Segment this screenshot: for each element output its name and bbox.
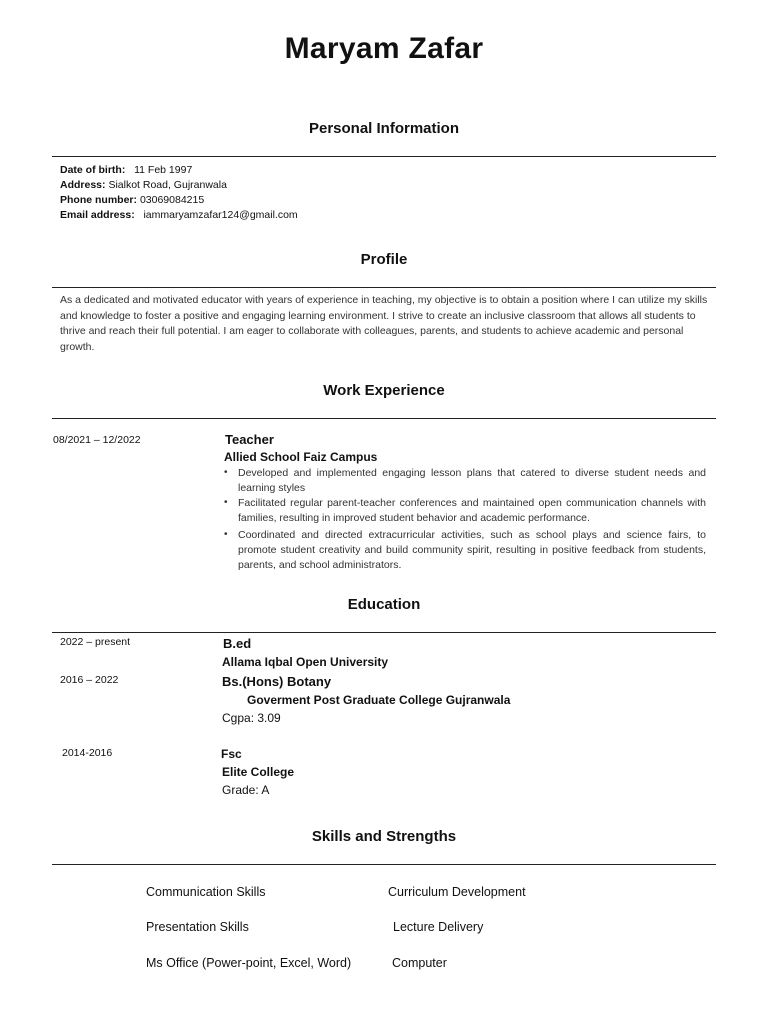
- skill-item: Lecture Delivery: [393, 920, 484, 934]
- section-divider: [52, 418, 716, 419]
- edu-degree: Fsc: [221, 747, 242, 761]
- section-title-work: Work Experience: [323, 382, 445, 399]
- edu-institution: Elite College: [222, 765, 295, 779]
- personal-row-email: [60, 208, 298, 223]
- edu-institution: Allama Iqbal Open University: [222, 655, 389, 669]
- work-bullet: • Coordinated and directed extracurricular activities, such as school plays and science fairs, to promote student creativity and build community spirit, resulting in positive feedback from students, parents, and school administrators.: [224, 529, 706, 571]
- email-value: iammaryamzafar124@gmail.com: [143, 209, 298, 221]
- edu-dates: 2014-2016: [62, 747, 113, 759]
- work-dates: 08/2021 – 12/2022: [53, 434, 141, 446]
- work-bullets: [224, 466, 706, 573]
- job-organization: Allied School Faiz Campus: [224, 450, 378, 464]
- job-title: Teacher: [225, 432, 274, 447]
- work-bullet: • Developed and implemented engaging lesson plans that catered to diverse student needs and learning styles: [224, 467, 706, 494]
- personal-row-address: [60, 178, 227, 193]
- edu-institution: Goverment Post Graduate College Gujranwala: [247, 693, 511, 707]
- skill-item: Communication Skills: [146, 885, 266, 899]
- section-divider: [52, 864, 716, 865]
- section-divider: [52, 632, 716, 633]
- section-title-personal: Personal Information: [308, 120, 460, 137]
- section-title-profile: Profile: [360, 251, 408, 268]
- dob-value: 11 Feb 1997: [134, 164, 193, 176]
- skill-item: Curriculum Development: [388, 885, 526, 899]
- personal-row-phone: [60, 193, 204, 208]
- work-bullet: • Facilitated regular parent-teacher conferences and maintained open communication channels with families, resulting in improved student behavior and academic performance.: [224, 497, 706, 524]
- dob-label: Date of birth:: [60, 164, 126, 176]
- phone-label: Phone number:: [60, 194, 138, 206]
- section-title-skills: Skills and Strengths: [311, 828, 457, 845]
- edu-dates: 2022 – present: [60, 636, 131, 648]
- skill-item: Ms Office (Power-point, Excel, Word): [146, 956, 352, 970]
- edu-grade: Grade: A: [222, 783, 270, 797]
- personal-row-dob: [60, 163, 192, 178]
- profile-text: As a dedicated and motivated educator with years of experience in teaching, my objective is to obtain a position where I can utilize my skills and knowledge to foster a positive and engaging learning environment. I strive to create an inclusive classroom that allows all students to thrive and reach their full potential. I am eager to collaborate with colleagues, parents, and students to achieve academic and personal growth.: [60, 294, 708, 353]
- address-label: Address:: [60, 179, 106, 191]
- edu-dates: 2016 – 2022: [60, 674, 119, 686]
- edu-degree: Bs.(Hons) Botany: [222, 674, 332, 689]
- section-divider: [52, 156, 716, 157]
- skill-item: Computer: [392, 956, 447, 970]
- section-divider: [52, 287, 716, 288]
- section-title-education: Education: [347, 596, 421, 613]
- edu-grade: Cgpa: 3.09: [222, 711, 281, 725]
- edu-degree: B.ed: [223, 636, 252, 651]
- skill-item: Presentation Skills: [146, 920, 249, 934]
- resume-name: Maryam Zafar: [284, 32, 484, 65]
- email-label: Email address:: [60, 209, 135, 221]
- phone-value: 03069084215: [139, 194, 205, 206]
- address-value: Sialkot Road, Gujranwala: [108, 179, 227, 191]
